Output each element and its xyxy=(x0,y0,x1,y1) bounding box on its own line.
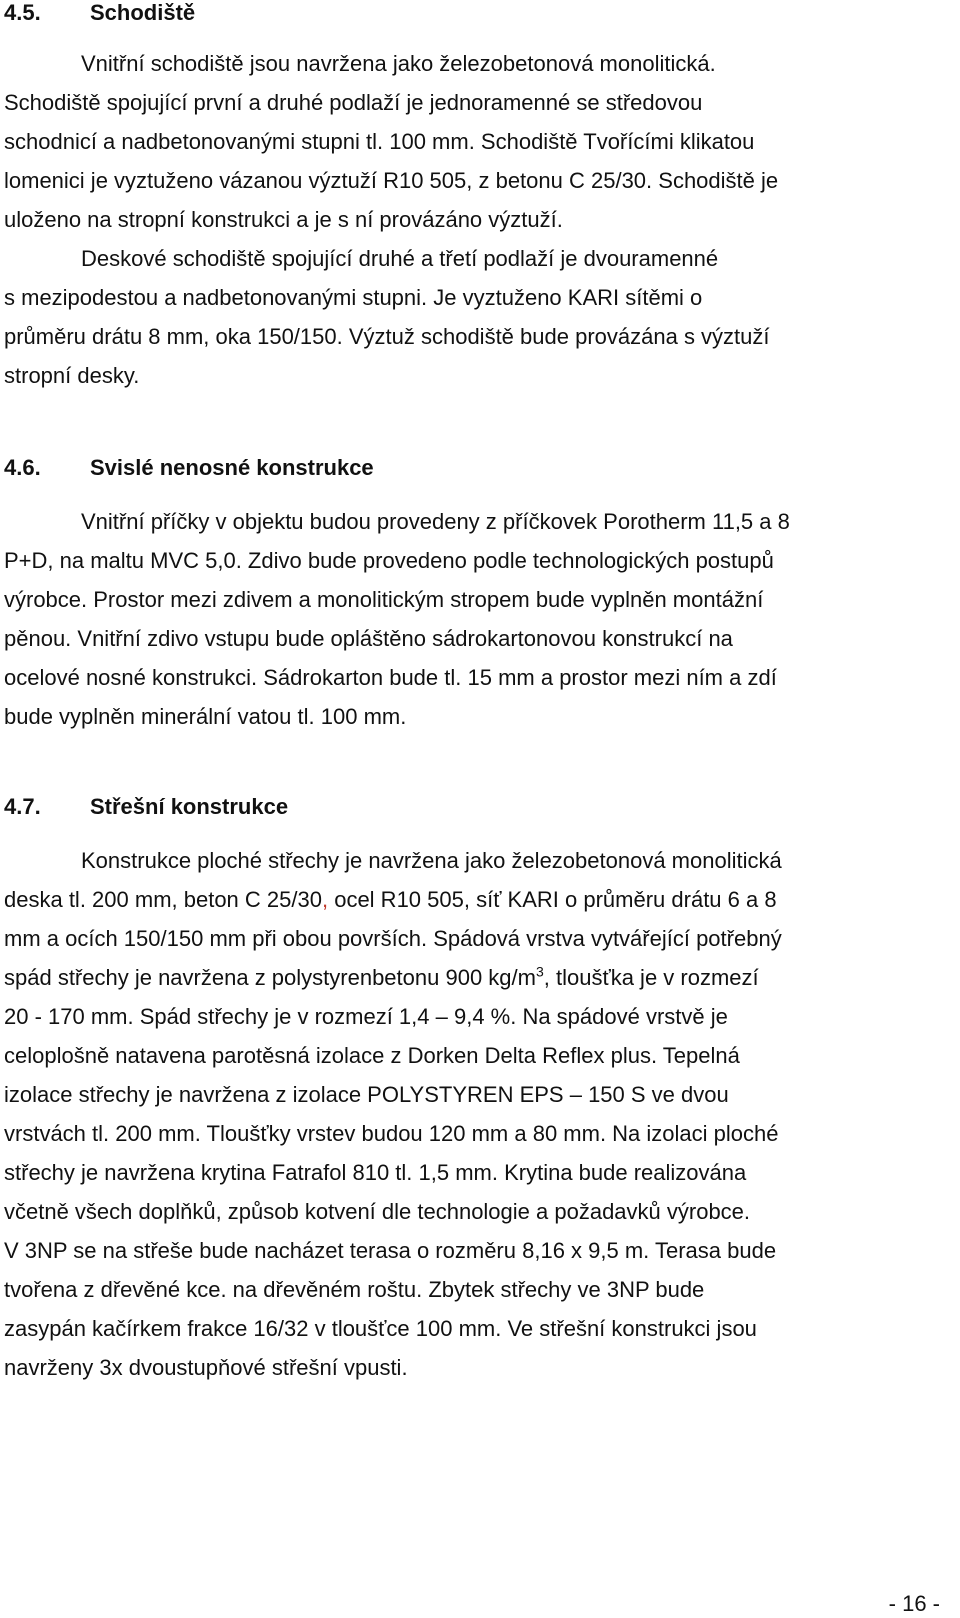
paragraph: Deskové schodiště spojující druhé a třetí podlaží je dvouramenné s mezipodestou a nadbetonovanými stupni. Je vyztuženo KARI sítěmi o průměru drátu 8 mm, oka 150/150. Výztuž schodiště bude provázána s výztuží stropní desky. xyxy=(4,246,770,388)
section-title: Svislé nenosné konstrukce xyxy=(90,455,374,480)
section-title: Schodiště xyxy=(90,0,196,25)
superscript: 3 xyxy=(535,963,544,980)
text-run: ocel R10 505, síť KARI o průměru drátu 6 a 8 mm a ocích 150/150 mm při obou površích. Spádová vrstva vytvářející potřebný spád střechy je navržena z polystyrenbetonu 900 kg/m xyxy=(4,887,782,990)
text-run: Konstrukce ploché střechy je navržena jako železobetonová monolitická deska tl. 200 mm, beton C 25/30 xyxy=(4,848,782,912)
highlighted-comma: , xyxy=(321,887,329,912)
section-title: Střešní konstrukce xyxy=(90,794,289,819)
paragraph: Vnitřní příčky v objektu budou provedeny z příčkovek Porotherm 11,5 a 8 P+D, na maltu MVC 5,0. Zdivo bude provedeno podle technologických postupů výrobce. Prostor mezi zdivem a monolitickým stropem bude vyplněn montážní pěnou. Vnitřní zdivo vstupu bude opláštěno sádrokartonovou konstrukcí na ocelové nosné konstrukci. Sádrokarton bude tl. 15 mm a prostor mezi ním a zdí bude vyplněn minerální vatou tl. 100 mm. xyxy=(4,509,790,729)
section-heading-4-6 xyxy=(4,454,374,482)
section-heading-4-7 xyxy=(4,793,288,821)
page-number: - 16 - xyxy=(888,1591,940,1616)
paragraph: Vnitřní schodiště jsou navržena jako železobetonová monolitická. Schodiště spojující první a druhé podlaží je jednoramenné se středovou schodnicí a nadbetonovanými stupni tl. 100 mm. Schodiště Tvořícími klikatou lomenici je vyztuženo vázanou výztuží R10 505, z betonu C 25/30. Schodiště je uloženo na stropní konstrukci a je s ní provázáno výztuží. xyxy=(4,51,779,232)
paragraph-roof xyxy=(4,841,934,1387)
text-run: , tloušťka je v rozmezí 20 - 170 mm. Spád střechy je v rozmezí 1,4 – 9,4 %. Na spádové vrstvě je celoplošně natavena parotěsná izolace z Dorken Delta Reflex plus. Tepelná izolace střechy je navržena z izolace POLYSTYREN EPS – 150 S ve dvou vrstvách tl. 200 mm. Tloušťky vrstev budou 120 mm a 80 mm. Na izolaci ploché střechy je navržena krytina Fatrafol 810 tl. 1,5 mm. Krytina bude realizována včetně všech doplňků, způsob kotvení dle technologie a požadavků výrobce. V 3NP se na střeše bude nacházet terasa o rozměru 8,16 x 9,5 m. Terasa bude tvořena z dřevěné kce. na dřevěném roštu. Zbytek střechy ve 3NP bude zasypán kačírkem frakce 16/32 v tloušťce 100 mm. Ve střešní konstrukci jsou navrženy 3x dvoustupňové střešní vpusti. xyxy=(4,965,779,1380)
section-number: 4.6. xyxy=(4,455,41,480)
section-number: 4.5. xyxy=(4,0,41,25)
section-number: 4.7. xyxy=(4,794,41,819)
section-heading-4-5 xyxy=(4,0,195,27)
